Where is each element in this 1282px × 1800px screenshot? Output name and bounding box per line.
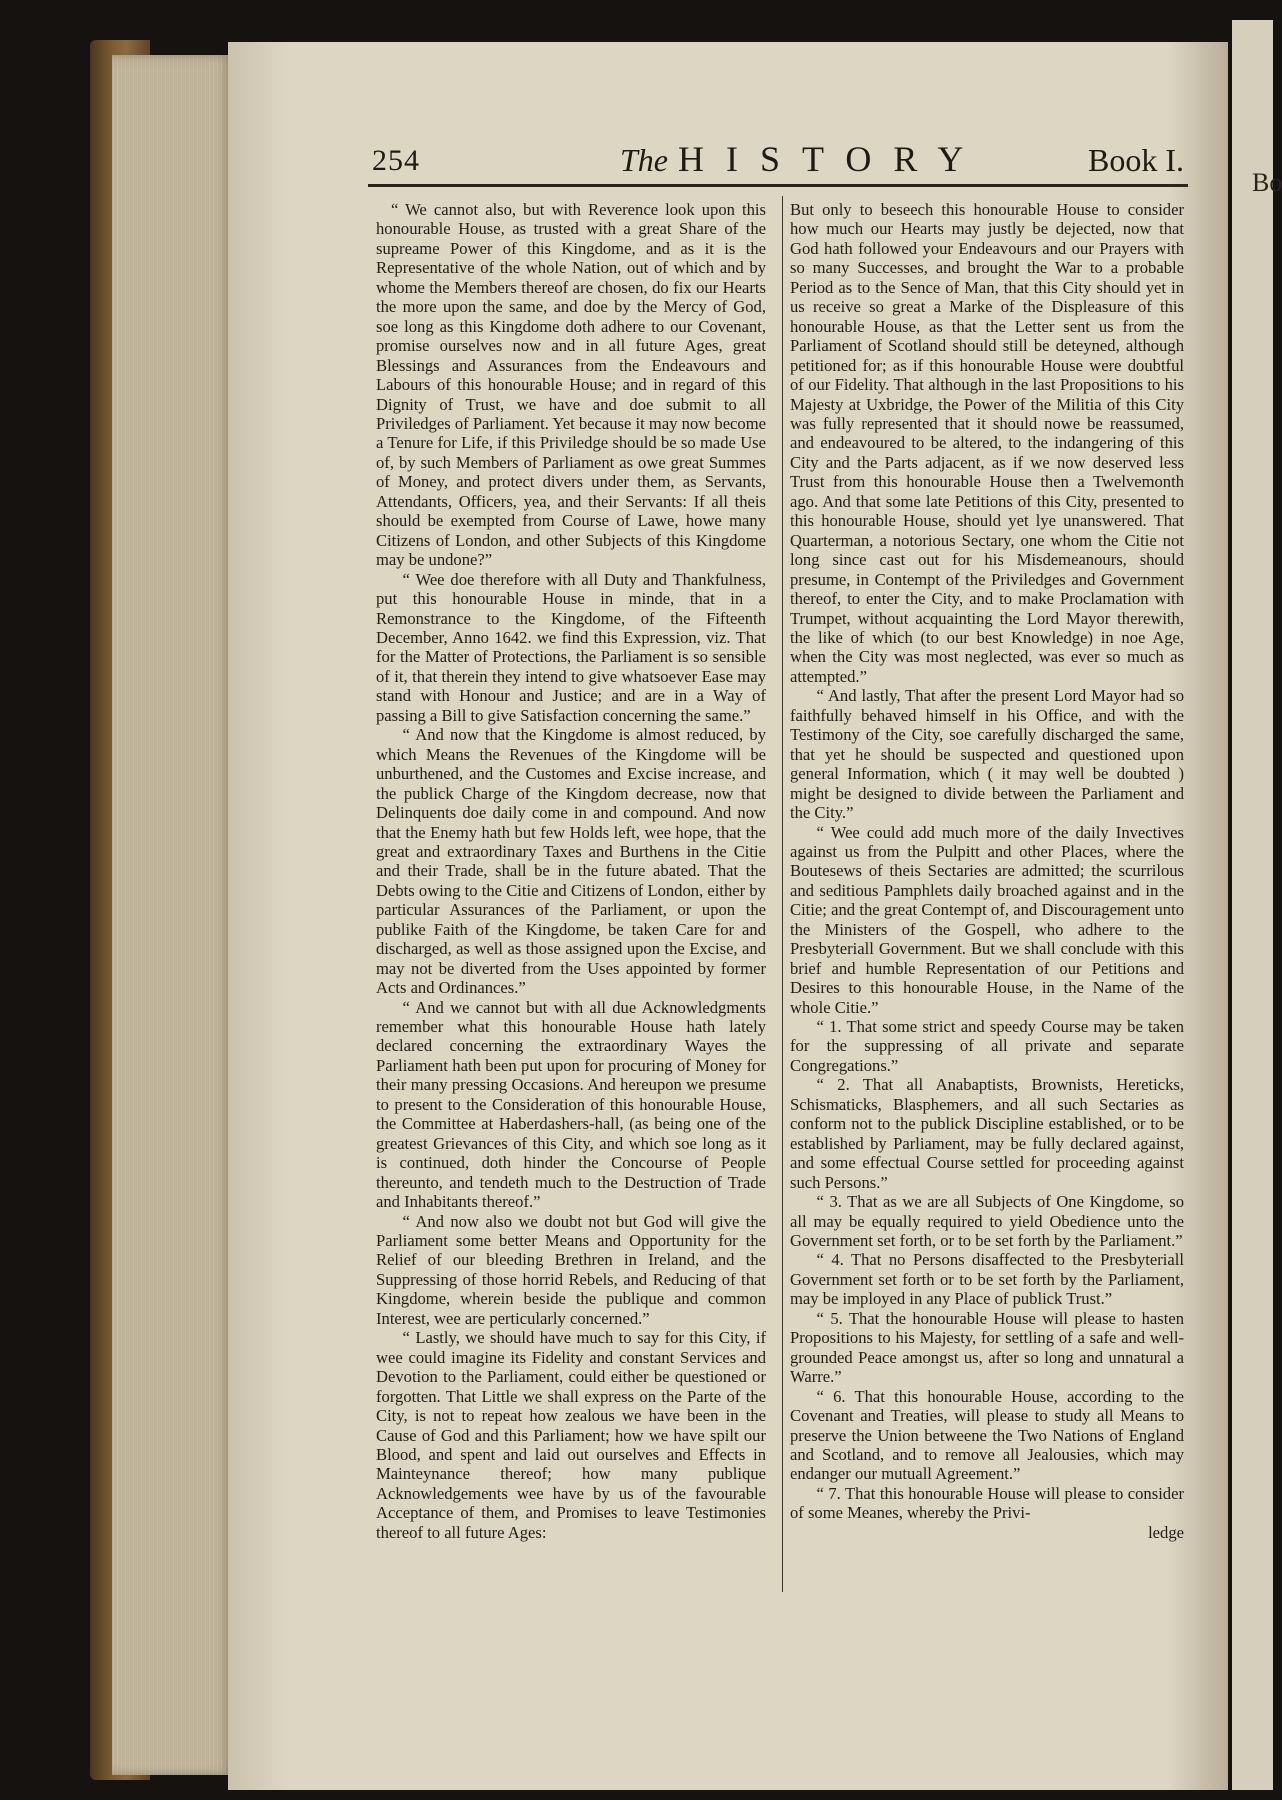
paragraph: “ 6. That this honourable House, according to the Covenant and Treaties, will please to study all Means to preserve the Union betweene the Two Nations of England and Scotland, and to remove all Jealousies, which may endanger our mutuall Agreement.” bbox=[790, 1386, 1184, 1484]
left-column bbox=[376, 200, 766, 1542]
paragraph: “ And now that the Kingdome is almost reduced, by which Means the Revenues of the Kingdome will be unburthened, and the Customes and Excise increase, and the publick Charge of the Kingdom decrease, now that Delinquents doe daily come in and compound. And now that the Enemy hath but few Holds left, wee hope, that the great and extraordinary Taxes and Burthens in the Citie and their Trade, shall be in the future abated. That the Debts owing to the Citie and Citizens of London, either by particular Assurances of the Parliament, or upon the publike Faith of the Kingdome, be taken Care for and discharged, as well as those assigned upon the Excise, and may not be diverted from the Uses appointed by former Acts and Ordinances.” bbox=[376, 725, 766, 998]
paragraph: “ 2. That all Anabaptists, Brownists, Hereticks, Schismaticks, Blasphemers, and all such Sectaries as conform not to the publick Discipline established, or to be established by Parliament, may be fully declared against, and some effectual Course settled for proceeding against such Persons.” bbox=[790, 1075, 1184, 1192]
paragraph: “ 5. That the honourable House will please to hasten Propositions to his Majesty, for settling of a safe and well-grounded Peace amongst us, after so long and unnatural a Warre.” bbox=[790, 1308, 1184, 1387]
title-the: The bbox=[620, 142, 668, 178]
paragraph: “ Lastly, we should have much to say for this City, if wee could imagine its Fidelity and constant Services and Devotion to the Parliament, could either be questioned or forgotten. That Little we shall express on the Parte of the City, is not to repeat how zealous we have been in the Cause of God and this Parliament; how we have spilt our Blood, and spent and laid out ourselves and Effects in Mainteynance thereof; how many publique Acknowledgements wee have by us of the favourable Acceptance of them, and Promises to leave Testimonies thereof to all future Ages: bbox=[376, 1328, 766, 1542]
running-header bbox=[372, 138, 1184, 182]
paragraph: “ 7. That this honourable House will please to consider of some Meanes, whereby the Privi- bbox=[790, 1483, 1184, 1523]
right-column bbox=[790, 200, 1184, 1542]
paragraph: “ Wee doe therefore with all Duty and Thankfulness, put this honourable House in minde, that in a Remonstrance to the Kingdome, of the Fifteenth December, Anno 1642. we find this Expression, viz. That for the Matter of Protections, the Parliament is so sensible of it, that therein they intend to give whatsoever Ease may stand with Honour and Justice; and are in a Way of passing a Bill to give Satisfaction concerning the same.” bbox=[376, 569, 766, 725]
title-main: HISTORY bbox=[678, 139, 986, 179]
paragraph: “ Wee could add much more of the daily Invectives against us from the Pulpitt and other Places, where the Boutesews of theis Sectaries are admitted; the scurrilous and seditious Pamphlets daily broached against and in the Citie; and the great Contempt of, and Discouragement unto the Ministers of the Gospell, who adhere to the Presbyteriall Government. But we shall conclude with this brief and humble Representation of our Petitions and Desires to this honourable House, in the Name of the whole Citie.” bbox=[790, 822, 1184, 1017]
next-page-edge bbox=[1232, 20, 1282, 1790]
paragraph: But only to beseech this honourable House to consider how much our Hearts may justly be dejected, now that God hath followed your Endeavours and our Prayers with so many Successes, and brought the War to a probable Period as to the Sence of Man, that this City should yet in us receive so great a Marke of the Displeasure of this honourable House, as that the Letter sent us from the Parliament of Scotland should still be deteyned, although petitioned for; as if this honourable House were doubtful of our Fidelity. That although in the last Propositions to his Majesty at Uxbridge, the Power of the Militia of this City was fully represented that it should nowe be reassumed, and endeavoured to be altered, to the indangering of this City and the Parts adjacent, as if we now deserved less Trust from this honourable House then a Twelvemonth ago. And that some late Petitions of this City, presented to this honourable House, should yet lye unanswered. That Quarterman, a notorious Sectary, one whom the Citie not long since cast out for his Misdemeanours, should presume, in Contempt of the Priviledges and Government thereof, to enter the City, and to make Proclamation with Trumpet, without acquainting the Lord Mayor therewith, the like of which (to our best Knowledge) in noe Age, when the City was most neglected, was ever so much as attempted.” bbox=[790, 200, 1184, 686]
paragraph: “ And lastly, That after the present Lord Mayor had so faithfully behaved himself in his Office, and with the Testimony of the City, soe carefully discharged the same, that yet he should be suspected and questioned upon general Information, which ( it may well be doubted ) might be designed to divide between the Parliament and the City.” bbox=[790, 686, 1184, 823]
page-number: 254 bbox=[372, 144, 420, 177]
next-page-peek: Bo bbox=[1252, 168, 1282, 197]
running-title bbox=[620, 138, 985, 180]
paragraph: “ And we cannot but with all due Acknowledgments remember what this honourable House hath lately declared concerning the extraordinary Wayes the Parliament hath been put upon for procuring of Money for their many pressing Occasions. And hereupon we presume to present to the Consideration of this honourable House, the Committee at Haberdashers-hall, (as being one of the greatest Grievances of this City, and which soe long as it is continued, doth hinder the Concourse of People thereunto, and tendeth much to the Destruction of Trade and Inhabitants thereof.” bbox=[376, 997, 766, 1212]
paragraph: “ 1. That some strict and speedy Course may be taken for the suppressing of all private and separate Congregations.” bbox=[790, 1017, 1184, 1075]
column-divider bbox=[782, 196, 783, 1592]
page-edges bbox=[112, 55, 232, 1775]
header-rule bbox=[368, 184, 1188, 187]
catchword: ledge bbox=[1148, 1522, 1184, 1542]
paragraph: “ And now also we doubt not but God will give the Parliament some better Means and Opportunity for the Relief of our bleeding Brethren in Ireland, and the Suppressing of those horrid Rebels, and Reducing of that Kingdome, wherein beside the publique and common Interest, wee are perticularly concerned.” bbox=[376, 1211, 766, 1328]
paragraph: “ 4. That no Persons disaffected to the Presbyteriall Government set forth or to be set forth by the Parliament, may be imployed in any Place of publick Trust.” bbox=[790, 1250, 1184, 1309]
book-label: Book I. bbox=[1088, 142, 1184, 178]
paragraph: “ We cannot also, but with Reverence look upon this honourable House, as trusted with a great Share of the supreame Power of this Kingdome, and as it is the Representative of the whole Nation, out of which and by whome the Members thereof are chosen, do fix our Hearts the more upon the same, and doe by the Mercy of God, soe long as this Kingdome doth adhere to our Covenant, promise ourselves now and in all future Ages, great Blessings and Assurances from the Endeavours and Labours of this honourable House; and in regard of this Dignity of Trust, we have and doe submit to all Priviledges of Parliament. Yet because it may now become a Tenure for Life, if this Priviledge should be so made Use of, by such Members of Parliament as owe great Summes of Money, and protect divers under them, as Servants, Attendants, Officers, yea, and their Servants: If all theis should be exempted from Course of Lawe, howe many Citizens of London, and other Subjects of this Kingdome may be undone?” bbox=[376, 200, 766, 570]
paragraph: “ 3. That as we are all Subjects of One Kingdome, so all may be equally required to yield Obedience unto the Government set forth, or to be set forth by the Parliament.” bbox=[790, 1192, 1184, 1251]
